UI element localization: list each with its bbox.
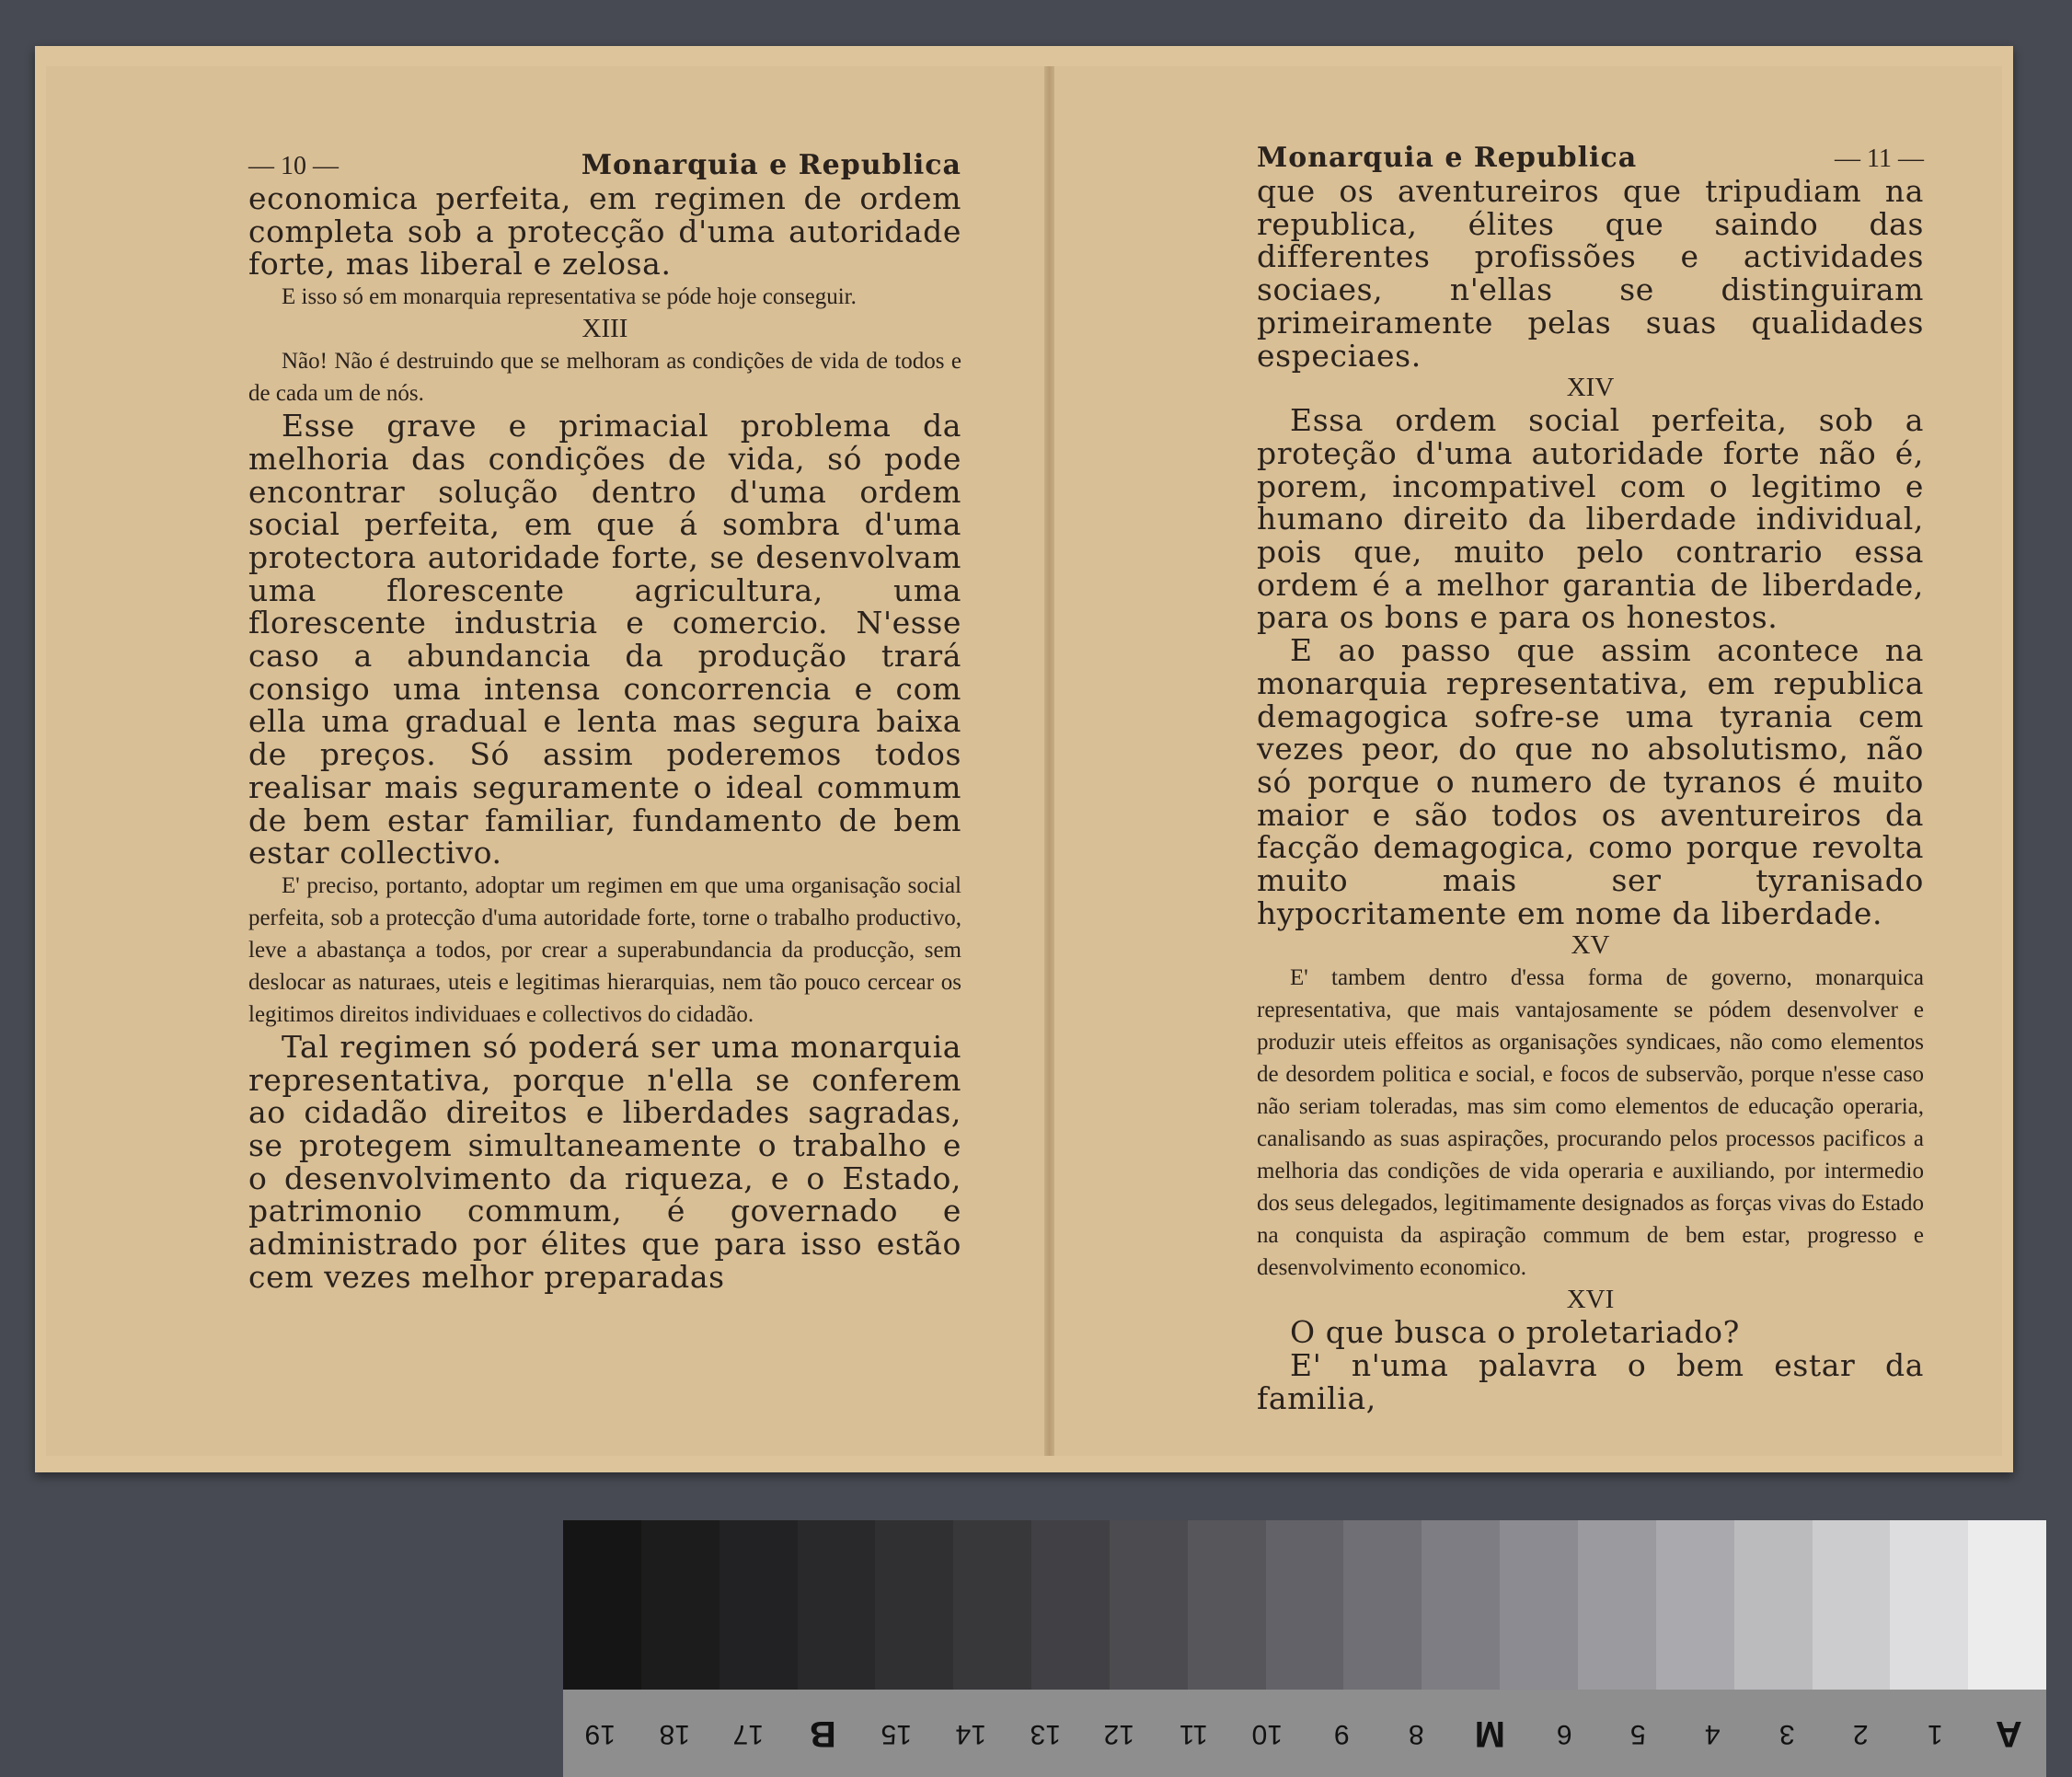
ruler-label: 19 [584,1718,616,1749]
ruler-label: 11 [1179,1718,1208,1749]
gray-patch [1890,1520,1968,1690]
ruler-label: 3 [1778,1718,1795,1749]
paragraph: Não! Não é destruindo que se melhoram as condições de vida de todos e de cada um de nós. [248,349,961,407]
gray-patch [953,1520,1031,1690]
open-booklet [35,46,2013,1472]
gray-patch [1031,1520,1110,1690]
paragraph: Esse grave e primacial problema da melhoria das condições de vida, só pode encontrar solução dentro d'uma ordem social perfeita, em que á sombra d'uma protectora autoridade forte, se desenvolvam uma florescente agricultura, uma florescente industria e comercio. N'esse caso a abundancia da produção trará consigo uma intensa concorrencia e com ella uma gradual e lenta mas segura baixa de preços. Só assim poderemos todos realisar mais seguramente o ideal commum de bem estar familiar, fundamento de bem estar collectivo. [248,408,961,871]
paragraph: E' tambem dentro d'essa forma de governo, monarquica representativa, que mais vantajosamente se pódem desenvolver e produzir uteis effeitos as organisações syndicaes, não como elementos de desordem politica e social, e focos de subservão, porque n'esse caso não seriam toleradas, mas sim como elementos de educação operaria, canalisando as suas aspirações, procurando pelos processos pacificos a melhoria das condições de vida operaria e auxiliando, por intermedio dos seus delegados, legitimamente designados as forças vivas do Estado na conquista da aspiração commum de bem estar, progresso e desenvolvimento economico. [1257,965,1924,1281]
binding-gutter [1044,66,1054,1456]
left-page-body [248,182,961,1294]
page-number: — 10 — [248,152,339,180]
paragraph: economica perfeita, em regimen de ordem completa sob a protecção d'uma autoridade forte, mas liberal e zelosa. [248,180,961,283]
ruler-label: 18 [659,1718,690,1749]
left-page-header [248,149,961,182]
ruler-label: A [1996,1714,2023,1754]
left-page [46,66,1044,1456]
section-heading: XIV [1566,373,1615,403]
ruler-label: 10 [1251,1718,1283,1749]
gray-patch [1968,1520,2046,1690]
right-page-header [1257,142,1924,175]
ruler-label: 9 [1333,1718,1350,1749]
gray-patch [1110,1520,1188,1690]
right-page-text [1257,142,1924,1415]
section-heading: XIII [581,314,628,344]
gray-patch [1578,1520,1656,1690]
gray-patches [563,1520,2046,1690]
ruler-label: 2 [1853,1718,1869,1749]
right-page-body [1257,175,1924,1415]
paragraph: Essa ordem social perfeita, sob a proteção d'uma autoridade forte não é, porem, incompativel com o legitimo e humano direito da liberdade individual, pois que, muito pelo contrario essa ordem é a melhor garantia de liberdade, para os bons e para os honestos. [1257,402,1924,636]
gray-patch [563,1520,641,1690]
gray-patch [641,1520,719,1690]
paragraph: E' preciso, portanto, adoptar um regimen em que uma organisação social perfeita, sob a protecção d'uma autoridade forte, torne o trabalho productivo, leve a abastança a todos, por crear a superabundancia da producção, sem deslocar as naturaes, uteis e legitimas hierarquias, nem tão pouco cercear os legitimos direitos individuaes e collectivos do cidadão. [248,872,961,1027]
ruler-label: 14 [955,1718,986,1749]
paragraph: O que busca o proletariado? [1290,1314,1740,1351]
gray-patch [1266,1520,1344,1690]
ruler-label: 15 [881,1718,913,1749]
ruler-label: M [1474,1714,1506,1754]
ruler-label: 6 [1556,1718,1572,1749]
paragraph: E ao passo que assim acontece na monarquia representativa, em republica demagogica sofre-se uma tyrania cem vezes peor, do que no absolutismo, não só porque o numero de tyranos é muito maior e são todos os aventureiros da facção demagogica, como porque revolta muito mais ser tyranisado hypocritamente em nome da liberdade. [1257,632,1924,931]
ruler [563,1690,2046,1777]
gray-patch [875,1520,953,1690]
running-title: Monarquia e Republica [1257,142,1638,174]
section-heading: XV [1571,930,1610,961]
ruler-label: 8 [1408,1718,1424,1749]
section-heading: XVI [1566,1285,1615,1315]
gray-patch [1734,1520,1813,1690]
paragraph: Tal regimen só poderá ser uma monarquia representativa, porque n'ella se conferem ao cidadão direitos e liberdades sagradas, se protegem simultaneamente o trabalho e o desenvolvimento da riqueza, e o Estado, patrimonio commum, é governado e administrado por élites que para isso estão cem vezes melhor preparadas [248,1028,961,1295]
gray-patch [1343,1520,1422,1690]
gray-patch [1813,1520,1891,1690]
right-page [1054,66,2002,1456]
ruler-label: 5 [1630,1718,1646,1749]
gray-patch [798,1520,876,1690]
gray-patch [1422,1520,1500,1690]
gray-patch [1188,1520,1266,1690]
gray-patch [719,1520,798,1690]
gray-patch [1656,1520,1734,1690]
left-page-text [248,149,961,1294]
ruler-label: 13 [1030,1718,1061,1749]
paragraph: E' n'uma palavra o bem estar da familia, [1257,1347,1924,1416]
paragraph: que os aventureiros que tripudiam na republica, élites que saindo das differentes profissões e actividades sociaes, n'ellas se distinguiram primeiramente pelas suas qualidades especiaes. [1257,173,1924,374]
running-title: Monarquia e Republica [581,149,961,181]
ruler-label: 4 [1704,1718,1721,1749]
ruler-label: 12 [1103,1718,1135,1749]
paragraph: E isso só em monarquia representativa se póde hoje conseguir. [282,284,857,310]
ruler-label: B [809,1714,836,1754]
color-calibration-scale [563,1520,2046,1777]
page-number: — 11 — [1835,144,1924,173]
gray-patch [1500,1520,1578,1690]
ruler-label: 1 [1927,1718,1943,1749]
ruler-label: 17 [732,1718,765,1749]
